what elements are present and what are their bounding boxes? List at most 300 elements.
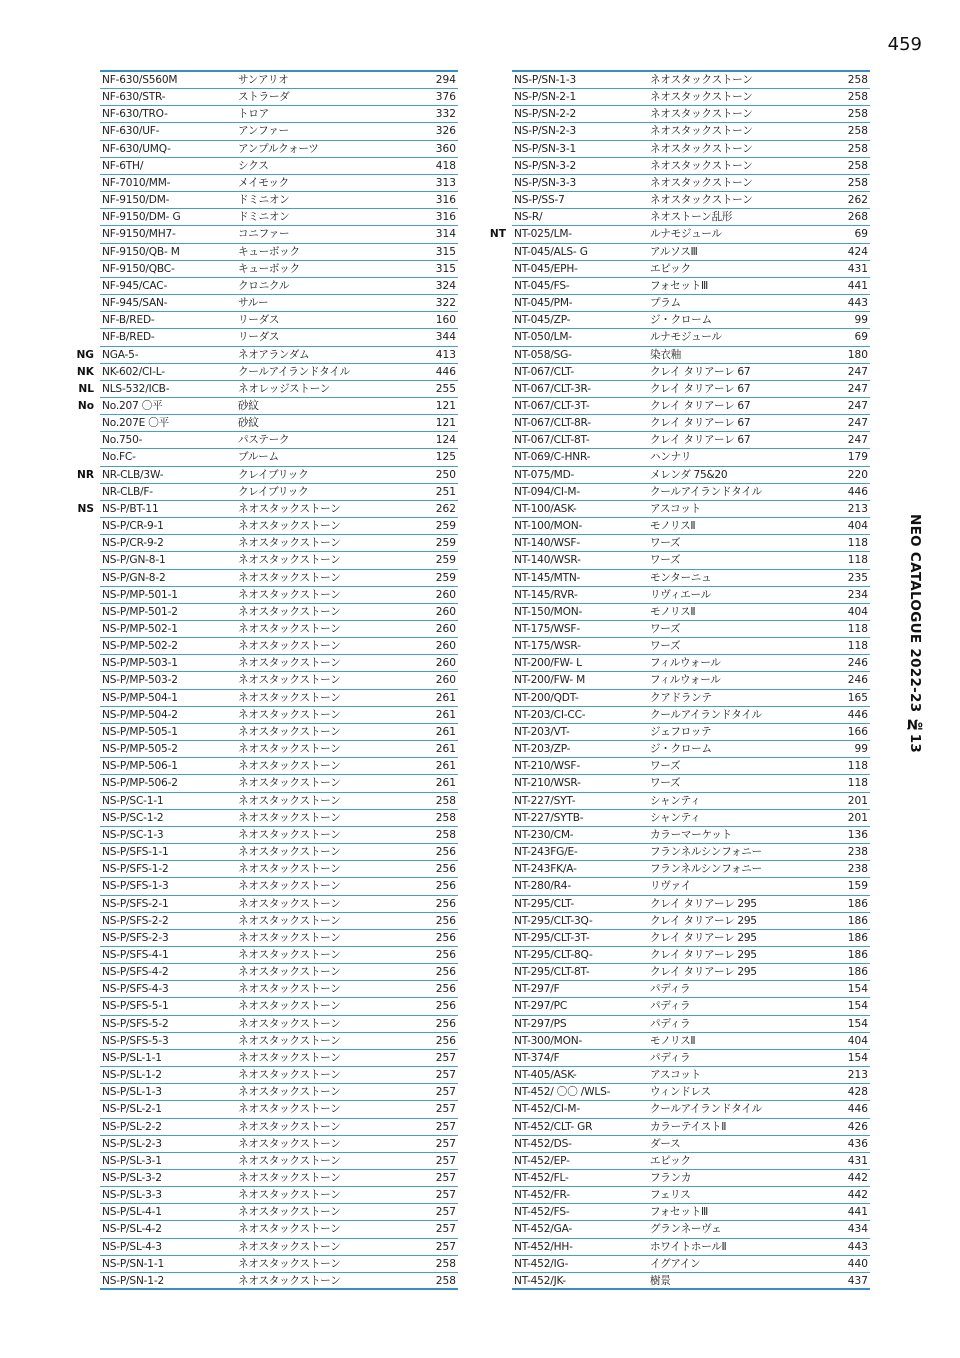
index-row — [100, 913, 458, 930]
product-code: NT-210/WSF- — [514, 760, 580, 773]
page-reference: 441 — [847, 1206, 868, 1219]
index-row — [76, 347, 458, 364]
product-code: NF-9150/QBC- — [102, 262, 175, 275]
product-code: NT-452/FR- — [514, 1189, 570, 1202]
product-code: NT-243FG/E- — [514, 846, 578, 859]
product-code: NT-045/ZP- — [514, 314, 571, 327]
product-name: ネオスタックストーン — [238, 640, 341, 653]
product-name: ストラーダ — [238, 91, 290, 104]
product-code: NR-CLB/F- — [102, 485, 153, 498]
index-row — [100, 878, 458, 895]
product-code: NS-P/SL-1-3 — [102, 1086, 162, 1099]
index-row — [76, 467, 458, 484]
index-row — [100, 449, 458, 466]
product-code: NS-P/SFS-2-3 — [102, 931, 169, 944]
index-row — [512, 535, 870, 552]
product-code: NF-B/RED- — [102, 331, 155, 344]
product-code: NT-297/PS — [514, 1017, 567, 1030]
index-row — [78, 381, 458, 398]
product-code: NS-P/SFS-4-3 — [102, 983, 169, 996]
product-name: ネオアランダム — [238, 348, 310, 361]
product-name: ネオレッジストーン — [238, 382, 331, 395]
product-name: リーダス — [238, 331, 280, 344]
page-reference: 258 — [847, 142, 868, 155]
product-name: クレイブリック — [238, 468, 309, 481]
product-name: ネオスタックストーン — [238, 725, 341, 738]
product-name: カラーマーケット — [650, 828, 732, 841]
group-label: NK — [76, 365, 94, 378]
page-reference: 431 — [847, 1154, 868, 1167]
index-row — [512, 638, 870, 655]
product-name: アルソスⅢ — [650, 245, 698, 258]
product-name: クールアイランドタイル — [650, 485, 762, 498]
index-row — [512, 1016, 870, 1033]
product-name: ネオスタックストーン — [238, 1189, 341, 1202]
product-name: アスコット — [650, 1069, 701, 1082]
index-row — [512, 964, 870, 981]
page-reference: 260 — [435, 588, 456, 601]
page-reference: 154 — [847, 1051, 868, 1064]
page-reference: 261 — [435, 777, 456, 790]
product-code: NT-175/WSR- — [514, 640, 581, 653]
index-column-left — [76, 70, 458, 1290]
group-label: No — [77, 399, 94, 412]
product-code: NT-045/ALS- G — [514, 245, 588, 258]
index-row — [512, 552, 870, 569]
index-row — [100, 1136, 458, 1153]
product-code: NT-203/CI-CC- — [514, 708, 586, 721]
page-reference: 262 — [435, 502, 456, 515]
index-row — [512, 1204, 870, 1221]
index-row — [100, 1256, 458, 1273]
product-code: NS-P/MP-505-2 — [102, 743, 178, 756]
index-row — [512, 1221, 870, 1238]
page-reference: 256 — [435, 966, 456, 979]
index-row — [100, 535, 458, 552]
index-row — [512, 724, 870, 741]
page-reference: 154 — [847, 1017, 868, 1030]
product-code: No.FC- — [102, 451, 136, 464]
product-code: NT-100/ASK- — [514, 502, 577, 515]
product-code: NT-452/FS- — [514, 1206, 570, 1219]
product-name: ブルーム — [238, 451, 279, 464]
product-name: ネオスタックストーン — [238, 983, 341, 996]
product-code: NS-P/MP-503-1 — [102, 657, 178, 670]
product-name: ホワイトホールⅡ — [650, 1240, 727, 1253]
index-row — [100, 998, 458, 1015]
page-reference: 404 — [847, 520, 868, 533]
product-name: ネオスタックストーン — [238, 863, 341, 876]
index-row — [100, 1153, 458, 1170]
index-row — [512, 89, 870, 106]
index-row — [512, 192, 870, 209]
index-row — [512, 261, 870, 278]
index-row — [77, 501, 458, 518]
product-name: クレイ タリアーレ 67 — [650, 382, 751, 395]
product-name: リヴィエール — [650, 588, 711, 601]
index-row — [512, 1050, 870, 1067]
index-row — [512, 175, 870, 192]
product-code: NT-227/SYT- — [514, 794, 576, 807]
page-reference: 258 — [847, 108, 868, 121]
page-reference: 428 — [847, 1086, 868, 1099]
product-name: ネオスタックストーン — [650, 91, 753, 104]
index-row — [512, 312, 870, 329]
product-code: NT-067/CLT-8R- — [514, 417, 591, 430]
product-code: NT-230/CM- — [514, 828, 574, 841]
product-code: NF-9150/QB- M — [102, 245, 180, 258]
product-code: NT-045/EPH- — [514, 262, 578, 275]
index-row — [100, 1239, 458, 1256]
catalogue-side-title: NEO CATALOGUE 2022-23 №13 — [907, 514, 923, 754]
product-name: ネオスタックストーン — [238, 1069, 341, 1082]
product-code: NT-200/FW- M — [514, 674, 586, 687]
page-reference: 238 — [847, 846, 868, 859]
product-code: NT-452/JK- — [514, 1274, 566, 1287]
product-name: ネオスタックストーン — [238, 520, 341, 533]
page-reference: 238 — [847, 863, 868, 876]
page-reference: 260 — [435, 605, 456, 618]
product-name: ワーズ — [650, 760, 681, 773]
page-reference: 260 — [435, 674, 456, 687]
page-reference: 437 — [847, 1274, 868, 1287]
index-row — [100, 1119, 458, 1136]
index-row — [100, 312, 458, 329]
product-code: NS-P/GN-8-2 — [102, 571, 166, 584]
page-reference: 322 — [435, 297, 456, 310]
product-code: NF-630/TRO- — [102, 108, 168, 121]
index-row — [512, 364, 870, 381]
page-reference: 258 — [847, 74, 868, 86]
product-name: ワーズ — [650, 640, 681, 653]
page-reference: 159 — [847, 880, 868, 893]
index-row — [100, 638, 458, 655]
index-row — [512, 861, 870, 878]
page-reference: 443 — [847, 1240, 868, 1253]
product-code: NS-P/SN-3-1 — [514, 142, 577, 155]
product-code: NT-452/HH- — [514, 1240, 573, 1253]
group-label: NG — [76, 348, 94, 361]
page-reference: 136 — [847, 828, 868, 841]
page-reference: 234 — [847, 588, 868, 601]
product-name: ネオスタックストーン — [238, 760, 341, 773]
index-row — [512, 587, 870, 604]
index-row — [100, 192, 458, 209]
product-code: NT-069/C-HNR- — [514, 451, 591, 464]
product-name: ネオスタックストーン — [238, 623, 341, 635]
page-reference: 121 — [435, 399, 456, 412]
product-code: NS-P/SN-1-2 — [102, 1274, 165, 1287]
page-reference: 258 — [435, 828, 456, 841]
product-name: クレイ タリアーレ 67 — [650, 399, 751, 412]
product-name: ルナモジュール — [650, 331, 722, 344]
index-row — [100, 587, 458, 604]
product-name: ワーズ — [650, 537, 681, 550]
product-name: ネオスタックストーン — [238, 794, 341, 807]
product-name: ネオスタックストーン — [238, 931, 341, 944]
index-row — [100, 724, 458, 741]
product-code: NF-630/STR- — [102, 91, 166, 104]
page-reference: 256 — [435, 1017, 456, 1030]
product-name: フェリス — [650, 1189, 691, 1202]
product-name: クールアイランドタイル — [238, 365, 350, 378]
page-reference: 261 — [435, 743, 456, 756]
product-code: NK-602/CI-L- — [102, 365, 165, 378]
product-code: NT-094/CI-M- — [514, 485, 580, 498]
product-name: ネオスタックストーン — [238, 846, 341, 859]
product-name: パディラ — [650, 1051, 691, 1064]
product-name: ネオスタックストーン — [238, 537, 341, 550]
product-code: NT-452/CI-M- — [514, 1103, 580, 1116]
product-code: NT-067/CLT- — [514, 365, 574, 378]
product-name: モノリスⅡ — [650, 605, 696, 618]
page-reference: 256 — [435, 914, 456, 927]
page-reference: 259 — [435, 537, 456, 550]
product-name: クレイ タリアーレ 67 — [650, 434, 751, 447]
index-row — [512, 604, 870, 621]
page-reference: 247 — [847, 417, 868, 430]
product-code: NT-295/CLT-3Q- — [514, 914, 593, 927]
page-reference: 316 — [435, 211, 456, 224]
index-row — [512, 621, 870, 638]
page-reference: 186 — [847, 966, 868, 979]
index-row — [512, 123, 870, 140]
index-row — [512, 810, 870, 827]
product-name: クールアイランドタイル — [650, 1103, 762, 1116]
product-name: キューボック — [238, 262, 300, 275]
index-row — [100, 1187, 458, 1204]
index-row — [100, 209, 458, 226]
page-reference: 446 — [847, 1103, 868, 1116]
page-reference: 442 — [847, 1189, 868, 1202]
page-reference: 261 — [435, 760, 456, 773]
product-name: クレイ タリアーレ 295 — [650, 914, 757, 927]
product-code: NS-P/SL-3-3 — [102, 1189, 162, 1202]
product-name: ネオスタックストーン — [238, 1120, 341, 1133]
product-code: NT-374/F — [514, 1051, 560, 1064]
index-row — [512, 329, 870, 346]
product-code: NT-203/ZP- — [514, 743, 571, 756]
page-reference: 154 — [847, 983, 868, 996]
index-row — [512, 1187, 870, 1204]
page-reference: 443 — [847, 297, 868, 310]
product-name: ネオスタックストーン — [238, 743, 341, 756]
product-code: NF-630/UF- — [102, 125, 160, 138]
page-reference: 256 — [435, 880, 456, 893]
product-name: ネオスタックストーン — [238, 1086, 341, 1099]
index-row — [100, 621, 458, 638]
page-reference: 441 — [847, 279, 868, 292]
product-name: クレイブリック — [238, 485, 309, 498]
product-name: ネオスタックストーン — [238, 897, 341, 910]
index-row — [512, 1119, 870, 1136]
page-reference: 118 — [847, 623, 868, 635]
page-reference: 118 — [847, 554, 868, 567]
page-reference: 250 — [435, 468, 456, 481]
page-reference: 404 — [847, 605, 868, 618]
page-reference: 259 — [435, 571, 456, 584]
product-code: NT-140/WSF- — [514, 537, 580, 550]
product-name: グランネーヴェ — [650, 1223, 722, 1236]
page-reference: 260 — [435, 640, 456, 653]
product-code: NS-P/SFS-1-3 — [102, 880, 169, 893]
product-code: NS-P/SFS-2-2 — [102, 914, 169, 927]
product-code: No.750- — [102, 434, 143, 447]
page-reference: 118 — [847, 537, 868, 550]
product-code: NT-227/SYTB- — [514, 811, 584, 824]
product-code: NT-145/MTN- — [514, 571, 581, 584]
page-reference: 436 — [847, 1137, 868, 1150]
page-reference: 258 — [847, 176, 868, 189]
product-name: リーダス — [238, 314, 280, 327]
product-name: 染衣釉 — [650, 348, 681, 361]
page-reference: 69 — [854, 228, 868, 241]
product-code: NF-9150/MH7- — [102, 228, 176, 241]
product-name: ジ・クローム — [650, 314, 712, 327]
product-code: NS-P/SL-2-2 — [102, 1120, 162, 1133]
page-reference: 440 — [847, 1257, 868, 1270]
product-name: リヴァイ — [650, 880, 692, 893]
index-row — [100, 518, 458, 535]
product-code: NS-P/SFS-5-1 — [102, 1000, 169, 1013]
page-reference: 424 — [847, 245, 868, 258]
page-reference: 257 — [435, 1069, 456, 1082]
product-code: NS-P/SN-3-3 — [514, 176, 577, 189]
page-reference: 256 — [435, 846, 456, 859]
product-code: NS-P/SFS-2-1 — [102, 897, 169, 910]
page-reference: 360 — [435, 142, 456, 155]
product-code: NS-P/SL-2-1 — [102, 1103, 162, 1116]
product-name: シャンティ — [650, 811, 701, 824]
product-name: 砂紋 — [238, 399, 259, 412]
product-code: NT-175/WSF- — [514, 623, 580, 635]
product-code: NT-045/FS- — [514, 279, 570, 292]
page-reference: 261 — [435, 691, 456, 704]
index-row — [100, 964, 458, 981]
index-row — [100, 415, 458, 432]
page-reference: 434 — [847, 1223, 868, 1236]
index-column-right — [489, 70, 870, 1290]
index-row — [100, 570, 458, 587]
product-name: メイモック — [238, 176, 289, 189]
index-row — [100, 226, 458, 243]
index-row — [100, 775, 458, 792]
product-code: NS-R/ — [514, 211, 543, 224]
product-name: ハンナリ — [650, 451, 692, 464]
index-row — [512, 1170, 870, 1187]
product-code: NF-630/S560M — [102, 74, 178, 86]
product-name: プラム — [650, 297, 681, 310]
product-code: NT-452/GA- — [514, 1223, 573, 1236]
product-name: ネオスタックストーン — [238, 811, 341, 824]
index-row — [512, 449, 870, 466]
page-reference: 404 — [847, 1034, 868, 1047]
index-row — [512, 501, 870, 518]
page-reference: 154 — [847, 1000, 868, 1013]
page-reference: 201 — [847, 811, 868, 824]
page-reference: 257 — [435, 1086, 456, 1099]
product-code: NS-P/MP-504-1 — [102, 691, 178, 704]
product-name: ワーズ — [650, 623, 681, 635]
page-reference: 256 — [435, 863, 456, 876]
index-row — [100, 123, 458, 140]
product-name: ネオスタックストーン — [238, 1034, 341, 1047]
product-name: ネオスタックストーン — [650, 142, 753, 155]
index-row — [77, 398, 458, 415]
page-reference: 258 — [435, 794, 456, 807]
product-name: ネオスタックストーン — [238, 1051, 341, 1064]
index-row — [512, 1033, 870, 1050]
index-row — [512, 913, 870, 930]
product-code: NS-P/MP-502-2 — [102, 640, 178, 653]
page-reference: 166 — [847, 725, 868, 738]
product-name: クレイ タリアーレ 295 — [650, 948, 757, 961]
page-reference: 446 — [847, 708, 868, 721]
page-number: 459 — [887, 34, 922, 55]
product-name: カラーテイストⅡ — [650, 1120, 727, 1133]
product-code: NT-295/CLT-8Q- — [514, 948, 593, 961]
product-name: クレイ タリアーレ 67 — [650, 365, 751, 378]
product-code: NS-P/SL-4-3 — [102, 1240, 162, 1253]
index-row — [100, 690, 458, 707]
page-reference: 258 — [847, 91, 868, 104]
product-name: 砂紋 — [238, 417, 259, 430]
product-name: ダース — [650, 1137, 681, 1150]
index-row — [100, 861, 458, 878]
page-reference: 186 — [847, 948, 868, 961]
product-code: NT-297/PC — [514, 1000, 568, 1013]
page-reference: 99 — [854, 743, 868, 756]
product-name: サンアリオ — [238, 74, 289, 86]
product-code: NT-300/MON- — [514, 1034, 583, 1047]
product-code: NT-452/IG- — [514, 1257, 569, 1270]
index-row — [100, 1204, 458, 1221]
product-name: クレイ タリアーレ 295 — [650, 966, 757, 979]
index-row — [100, 741, 458, 758]
product-name: ワーズ — [650, 554, 681, 567]
product-name: ネオスタックストーン — [238, 880, 341, 893]
page-reference: 69 — [854, 331, 868, 344]
page-reference: 257 — [435, 1103, 456, 1116]
product-name: ネオスタックストーン — [650, 74, 753, 86]
page-reference: 256 — [435, 1034, 456, 1047]
page-reference: 257 — [435, 1120, 456, 1133]
index-rows-right — [489, 72, 870, 1290]
index-row — [100, 89, 458, 106]
product-code: NR-CLB/3W- — [102, 468, 164, 481]
page-reference: 446 — [435, 365, 456, 378]
product-code: NT-295/CLT-8T- — [514, 966, 590, 979]
product-name: フィルウォール — [650, 674, 721, 687]
product-code: NF-945/CAC- — [102, 279, 168, 292]
product-code: NS-P/SN-2-3 — [514, 125, 577, 138]
product-code: NT-452/FL- — [514, 1172, 569, 1184]
page-reference: 118 — [847, 640, 868, 653]
product-name: エピック — [650, 262, 691, 275]
product-name: ネオスタックストーン — [238, 966, 341, 979]
product-name: ネオスタックストーン — [238, 502, 341, 515]
product-name: パディラ — [650, 983, 691, 996]
product-code: NT-243FK/A- — [514, 863, 577, 876]
index-row — [512, 878, 870, 895]
product-code: NT-100/MON- — [514, 520, 583, 533]
page-reference: 257 — [435, 1172, 456, 1184]
index-row — [512, 844, 870, 861]
product-code: NS-P/SC-1-3 — [102, 828, 164, 841]
page-reference: 247 — [847, 434, 868, 447]
index-row — [100, 810, 458, 827]
product-name: パディラ — [650, 1017, 691, 1030]
